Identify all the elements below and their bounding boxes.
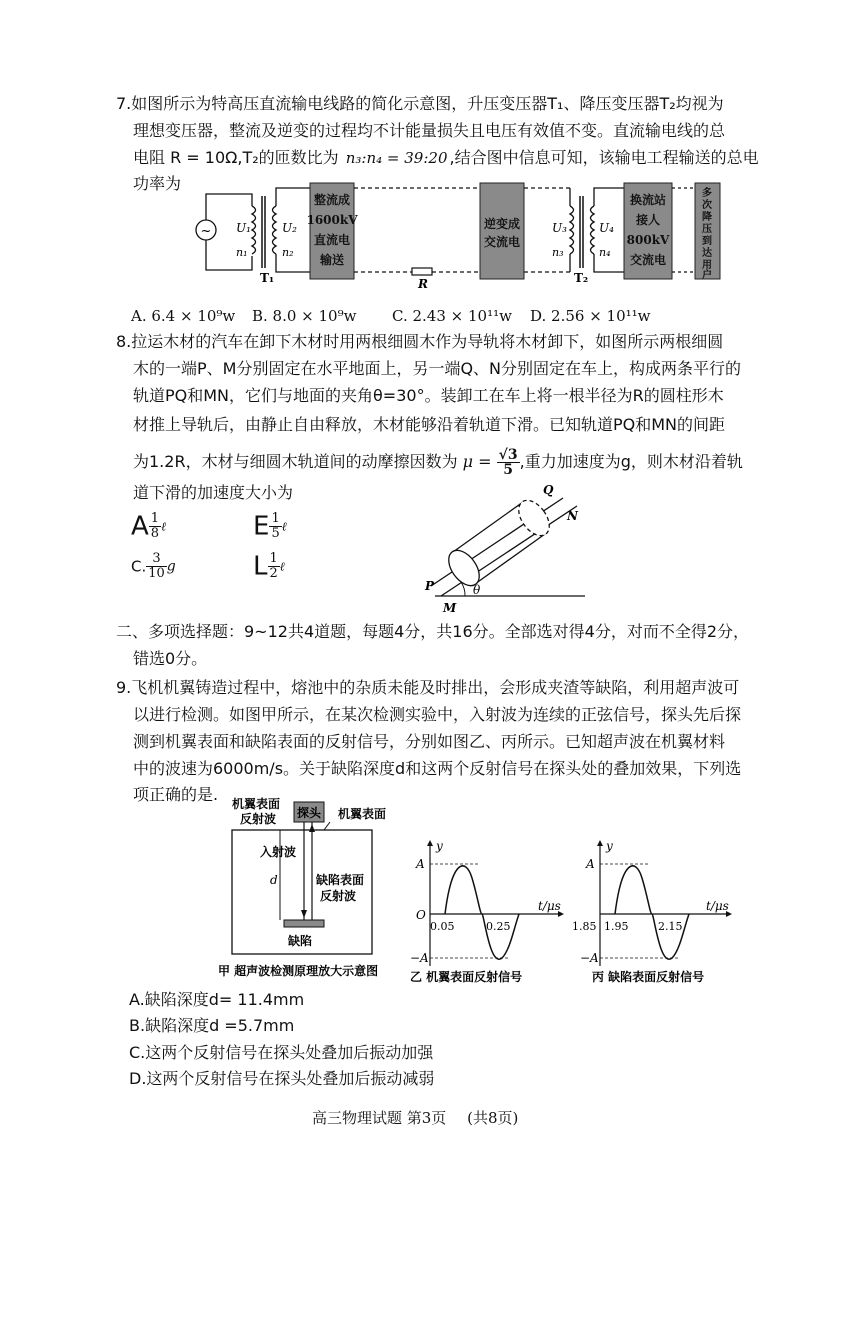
q8-option-b-num: 1: [271, 511, 280, 526]
q8-option-b: [253, 512, 287, 552]
q8-option-a-label: A: [131, 511, 149, 542]
q8-option-a: [131, 512, 166, 552]
t1-primary-coil: [252, 206, 256, 254]
q8-option-c-den: 10: [148, 566, 165, 581]
q8-option-d: [253, 552, 285, 592]
q9-line-4: 中的波速为6000m/s。关于缺陷深度d和这两个反射信号在探头处的叠加效果，下列选: [133, 759, 742, 778]
fig1-label-incident: 入射波: [260, 845, 297, 859]
q7-option-d: D. 2.56 × 10¹¹w: [530, 307, 651, 325]
t2-primary-coil: [570, 206, 574, 254]
box4-char-5: 到: [702, 236, 712, 247]
q8-option-a-den: 8: [150, 526, 160, 541]
q8-option-d-frac: [268, 552, 280, 581]
fig2-y: y: [436, 839, 443, 853]
q8-line-3: 轨道PQ和MN，它们与地面的夹角θ=30°。装卸工在车上将一根半径为R的圆柱形木: [133, 386, 724, 405]
q7-option-a: A. 6.4 × 10⁹w: [131, 307, 236, 325]
q7-option-b: B. 8.0 × 10⁹w: [252, 307, 357, 325]
label-u1: U₁: [236, 221, 251, 235]
label-u4: U₄: [599, 221, 614, 235]
fig2-t: t/μs: [538, 899, 561, 913]
box1-line-3: 直流电: [313, 233, 351, 247]
t1-secondary-coil: [273, 206, 277, 254]
label-n3: n₃: [552, 246, 564, 259]
box4-char-2: 次: [702, 200, 712, 211]
footer-pages: (共8页): [467, 1109, 519, 1127]
label-q: Q: [543, 483, 554, 497]
fig1-label-surface: 机翼表面: [232, 797, 281, 811]
fig1-label-d: d: [270, 873, 278, 887]
q8-mu-den: 5: [503, 462, 513, 478]
q8-option-b-den: 5: [271, 526, 280, 541]
defect-block: [284, 920, 324, 927]
t2-secondary-coil: [591, 206, 595, 254]
q8-mu-num: √3: [498, 447, 518, 463]
fig1-label-probe: 探头: [296, 806, 322, 820]
label-m: M: [443, 601, 457, 615]
fig2-t2: 0.25: [486, 920, 511, 933]
q8-option-d-den: 2: [269, 566, 278, 581]
q9-line-5: 项正确的是.: [133, 785, 219, 804]
label-theta: θ: [473, 583, 481, 597]
q9-option-a: A.缺陷深度d= 11.4mm: [129, 990, 305, 1009]
q7-line-2: 理想变压器，整流及逆变的过程均不计能量损失且电压有效值不变。直流输电线的总: [133, 121, 726, 140]
box4-char-4: 压: [702, 224, 712, 235]
q8-option-c-unit: g: [166, 558, 176, 575]
fig3-a: A: [586, 857, 595, 871]
box3-line-2: 接人: [635, 213, 661, 227]
q9-line-1: 9.飞机机翼铸造过程中，熔池中的杂质未能及时排出，会形成夹渣等缺陷，利用超声波可: [116, 678, 740, 697]
resistor-r: [412, 268, 432, 275]
fig1-caption: 甲 超声波检测原理放大示意图: [218, 964, 379, 978]
fig1-label-defect: 缺陷: [288, 934, 313, 948]
label-p: P: [425, 579, 435, 593]
fig3-y: y: [606, 839, 613, 853]
fig3-t0: 1.85: [572, 920, 597, 933]
fig3-caption: 丙 缺陷表面反射信号: [592, 970, 705, 984]
q7-line-1: 7.如图所示为特高压直流输电线路的简化示意图，升压变压器T₁、降压变压器T₂均视为: [116, 94, 724, 113]
label-t2: T₂: [574, 271, 589, 285]
box1-line-1: 整流成: [313, 193, 351, 207]
q7-transmission-diagram: [190, 178, 730, 291]
q9-fig1-ultrasonic: [212, 792, 412, 982]
q9-fig3-defect-signal: [572, 838, 748, 984]
q8-option-d-unit: ℓ: [279, 559, 285, 574]
q8-option-c-num: 3: [146, 552, 167, 567]
fig3-t2: 2.15: [658, 920, 683, 933]
inverter-box: [480, 183, 524, 279]
q7-ratio: n₃:n₄ = 39:20: [345, 149, 448, 167]
q7-line-3-text: 电阻 R = 10Ω,T₂的匝数比为: [133, 148, 339, 167]
q8-line-5: [133, 448, 743, 477]
q9-line-2: 以进行检测。如图甲所示，在某次检测实验中，入射波为连续的正弦信号，探头先后探: [133, 705, 742, 724]
fig1-label-defect-surface: 缺陷表面: [316, 873, 365, 887]
q8-line-1: 8.拉运木材的汽车在卸下木材时用两根细圆木作为导轨将木材卸下，如图所示两根细圆: [116, 332, 724, 351]
q8-option-a-num: 1: [150, 511, 160, 526]
fig2-wave: [445, 866, 519, 959]
box1-line-2: 1600kV: [306, 213, 358, 227]
fig3-wave: [615, 866, 689, 959]
fig3-t1: 1.95: [604, 920, 629, 933]
label-n: N: [567, 509, 578, 523]
q7-line-4: 功率为: [133, 174, 182, 193]
label-r: R: [418, 277, 428, 291]
q8-line-4: 材推上导轨后，由静止自由释放，木材能够沿着轨道下滑。已知轨道PQ和MN的间距: [133, 415, 726, 434]
label-n2: n₂: [282, 246, 294, 259]
label-n4: n₄: [599, 246, 611, 259]
box2-line-2: 交流电: [483, 235, 521, 249]
q9-option-b: B.缺陷深度d =5.7mm: [129, 1016, 295, 1035]
box4-char-8: 户: [702, 270, 712, 281]
box4-char-7: 用: [702, 260, 712, 271]
fig2-origin: O: [416, 908, 426, 922]
q8-option-d-label: L: [253, 551, 268, 582]
q8-option-a-frac: [149, 512, 161, 541]
footer-text: 高三物理试题 第3页: [312, 1109, 447, 1127]
section2-line-1: 二、多项选择题：9~12共4道题，每题4分，共16分。全部选对得4分，对而不全得2分，: [116, 622, 750, 641]
q9-fig2-surface-signal: [410, 838, 580, 983]
box4-char-3: 降: [702, 212, 712, 223]
q8-line-6: 道下滑的加速度大小为: [133, 483, 294, 502]
q8-option-b-label: E: [253, 511, 270, 542]
q8-mu-symbol: μ =: [462, 452, 492, 471]
box4-char-1: 多: [702, 188, 712, 199]
label-t1: T₁: [260, 271, 275, 285]
q9-option-c: C.这两个反射信号在探头处叠加后振动加强: [129, 1043, 434, 1062]
q7-line-3-rest: ,结合图中信息可知，该输电工程输送的总电: [449, 148, 759, 167]
fig1-label-surface2: 机翼表面: [338, 807, 387, 821]
fig3-neg-a: −A: [580, 951, 599, 965]
section2-line-2: 错选0分。: [133, 649, 208, 668]
q9-line-3: 测到机翼表面和缺陷表面的反射信号，分别如图乙、丙所示。已知超声波在机翼材料: [133, 732, 726, 751]
fig2-a: A: [416, 857, 425, 871]
q8-incline-diagram: [415, 478, 595, 616]
label-u2: U₂: [282, 221, 297, 235]
box2-line-1: 逆变成: [483, 217, 521, 231]
q8-option-c-label: C.: [131, 557, 147, 576]
q8-mu-fraction: [497, 448, 520, 477]
fig1-label-defect-reflect: 反射波: [320, 889, 357, 903]
fig2-caption: 乙 机翼表面反射信号: [410, 970, 523, 984]
q7-option-c: C. 2.43 × 10¹¹w: [392, 307, 512, 325]
fig2-t1: 0.05: [430, 920, 455, 933]
fig1-label-reflect: 反射波: [240, 812, 277, 826]
label-u3: U₃: [552, 221, 567, 235]
label-n1: n₁: [236, 246, 248, 259]
box3-line-3: 800kV: [626, 233, 670, 247]
fig3-t: t/μs: [706, 899, 729, 913]
q8-line-5-rest: ,重力加速度为g，则木材沿着轨: [519, 452, 743, 471]
q9-option-d: D.这两个反射信号在探头处叠加后振动减弱: [129, 1069, 435, 1088]
q8-line-5-text: 为1.2R，木材与细圆木轨道间的动摩擦因数为: [133, 452, 458, 471]
q8-option-b-unit: ℓ: [281, 519, 287, 534]
page-footer: [312, 1107, 518, 1129]
q8-option-c-frac: [146, 552, 167, 581]
q8-option-b-frac: [269, 512, 281, 541]
fig2-neg-a: −A: [410, 951, 429, 965]
q8-line-2: 木的一端P、M分别固定在水平地面上，另一端Q、N分别固定在车上，构成两条平行的: [133, 359, 742, 378]
q8-option-c: [131, 552, 176, 592]
box3-line-1: 换流站: [629, 193, 667, 207]
ac-source-symbol: ~: [200, 224, 212, 239]
box4-char-6: 达: [702, 248, 712, 259]
box1-line-4: 输送: [319, 253, 345, 267]
box3-line-4: 交流电: [629, 253, 667, 267]
q8-option-d-num: 1: [269, 551, 278, 566]
q7-line-3: [133, 147, 759, 169]
q8-option-a-unit: ℓ: [161, 519, 167, 534]
